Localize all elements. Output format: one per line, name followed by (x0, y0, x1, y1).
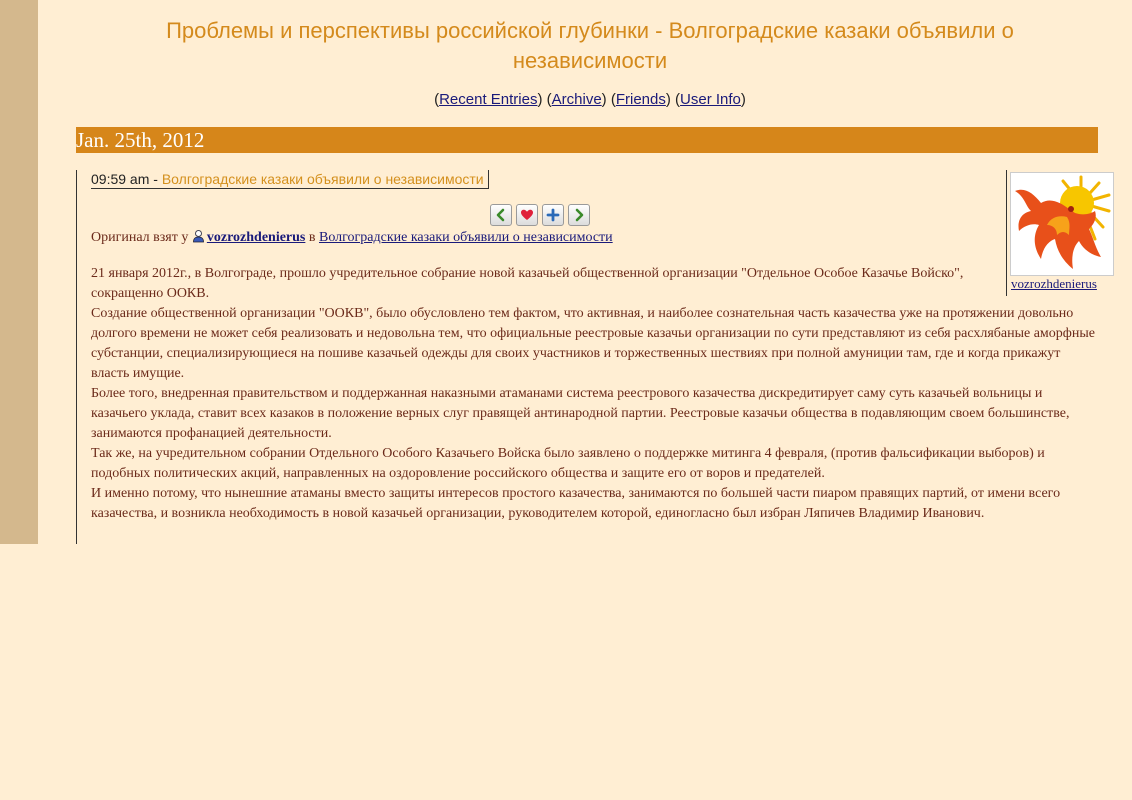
entry-paragraph: И именно потому, что нынешние атаманы вместо защиты интересов простого казачества, занимаются по большей части пиаром правящих партий, от имени всего казачества, и возникла необходимость в новой казачьей организации, руководителем которой, единогласно был избран Ляпичев Владимир Иванович. (91, 486, 1061, 521)
orig-user-link[interactable]: vozrozhdenierus (206, 230, 306, 245)
share-toolbar (490, 204, 590, 226)
plus-icon (546, 208, 560, 222)
nav-recent-entries-link[interactable]: Recent Entries (439, 91, 538, 108)
nav-user-info-link[interactable]: User Info (680, 91, 741, 108)
userpic-username-link[interactable]: vozrozhdenierus (1011, 276, 1097, 291)
date-header: Jan. 25th, 2012 (76, 127, 1098, 153)
orig-post-link[interactable]: Волгоградские казаки объявили о независимости (319, 230, 613, 245)
journal-nav: (Recent Entries) (Archive) (Friends) (User Info) (434, 91, 746, 108)
heart-icon (520, 208, 534, 222)
next-entry-button[interactable] (568, 204, 590, 226)
userpic-container (1006, 170, 1113, 296)
entry-paragraph: 21 января 2012г., в Волгограде, прошло учредительное собрание новой казачьей общественной организации "Отдельное Особое Казачье Войско", сокращенно ООКВ. (91, 266, 964, 301)
nav-friends-link[interactable]: Friends (615, 91, 666, 108)
entry-header (91, 170, 489, 189)
phoenix-sun-icon (1011, 173, 1113, 275)
arrow-right-icon (572, 208, 586, 222)
orig-in: в (308, 230, 316, 245)
journal-title: Проблемы и перспективы российской глубинки - Волгоградские казаки объявили о независимости (166, 18, 1014, 73)
entry-paragraph: Создание общественной организации "ООКВ", было обусловлено тем фактом, что активная, и наиболее сознательная часть казачества уже на протяжении довольно долгого времени не может себя реализовать и недовольна тем, что официальные реестровые казачьи организации по сути представляют из себя расхлябаные аморфные субстанции, специализирующиеся на пошиве казачьей одежды для своих участников и торжественных шествиях при полной амуниции там, где и когда прикажут власть имущие. (91, 306, 1095, 381)
nav-archive-link[interactable]: Archive (551, 91, 602, 108)
left-decorative-strip (0, 0, 38, 544)
journal-entry (76, 170, 1105, 544)
orig-prefix: Оригинал взят у (91, 230, 189, 245)
previous-entry-button[interactable] (490, 204, 512, 226)
track-entry-button[interactable] (542, 204, 564, 226)
entry-subject[interactable]: Волгоградские казаки объявили о независимости (161, 171, 484, 187)
user-icon (192, 229, 205, 243)
add-to-memories-button[interactable] (516, 204, 538, 226)
original-source-line (91, 229, 613, 246)
entry-time: 09:59 am (91, 171, 150, 187)
entry-paragraph: Более того, внедренная правительством и поддержанная наказными атаманами система реестрового казачества дискредитирует саму суть казачьей вольницы и казачьего уклада, ставит всех казаков в положение верных слуг правящей антинародной партии. Реестровые казачьи общества в подавляющим своем большинстве, занимаются профанацией деятельности. (91, 386, 1070, 441)
entry-body (91, 264, 1101, 524)
entry-separator: - (149, 171, 162, 187)
userpic-image[interactable] (1010, 172, 1114, 276)
entry-paragraph: Так же, на учредительном собрании Отдельного Особого Казачьего Войска было заявлено о поддержке митинга 4 февраля, (против фальсификации выборов) и подобных политических акций, направленных на оздоровление российского общества и защите его от воров и предателей. (91, 446, 1045, 481)
arrow-left-icon (494, 208, 508, 222)
